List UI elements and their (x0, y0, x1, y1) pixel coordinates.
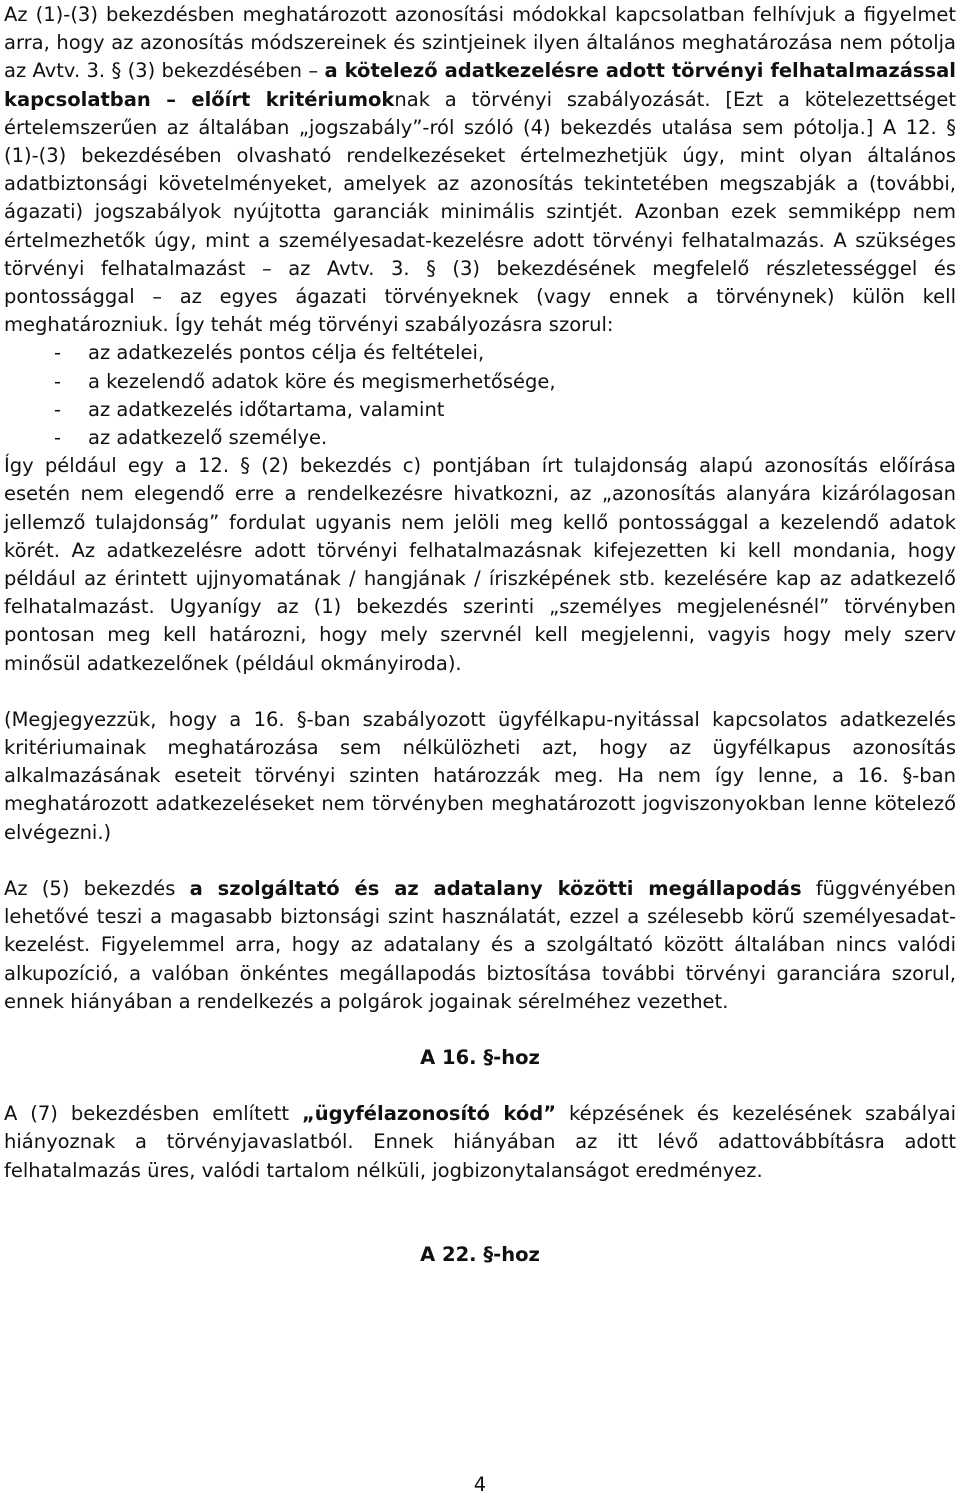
requirements-list (4, 339, 956, 452)
bold-emphasis: „ügyfélazonosító kód” (301, 1102, 557, 1126)
bold-emphasis: a szolgáltató és az adatalany közötti megállapodás (189, 876, 802, 900)
list-item: - a kezelendő adatok köre és megismerhetősége, (54, 369, 556, 393)
list-item: - az adatkezelés időtartama, valamint (54, 397, 445, 421)
section-heading-22: A 22. §-hoz (420, 1242, 540, 1266)
page-number: 4 (473, 1473, 487, 1496)
document-page (4, 0, 956, 1269)
paragraph-note: (Megjegyezzük, hogy a 16. §-ban szabályozott ügyfélkapu-nyitással kapcsolatos adatkezelés kritériumainak meghatározása sem nélkülözheti azt, hogy az ügyfélkapus azonosítás alkalmazásának eseteit törvényi szinten határozzák meg. Ha nem így lenne, a 16. §-ban meghatározott adatkezeléseket nem törvényben meghatározott jogviszonyokban lenne kötelező elvégezni.) (4, 707, 956, 844)
bold-emphasis: a kötelező adatkezelésre adott törvényi felhatalmazással kapcsolatban – előírt kritériumok (4, 59, 956, 111)
list-item: - az adatkezelő személye. (54, 426, 328, 450)
paragraph-agreement: Az (5) bekezdés a szolgáltató és az adatalany közötti megállapodás függvényében lehetővé teszi a magasabb biztonsági szint használatát, ezzel a szélesebb körű személyesadat-kezelést. Figyelemmel arra, hogy az adatalany és a szolgáltató között általában nincs valódi alkupozíció, a valóban önkéntes megállapodás biztosítása további törvényi garanciára szorul, ennek hiányában a rendelkezés a polgárok jogainak sérelméhez vezethet. (4, 876, 956, 1013)
paragraph-example: Így például egy a 12. § (2) bekezdés c) pontjában írt tulajdonság alapú azonosítás előírása esetén nem elegendő erre a rendelkezésre hivatkozni, az „azonosítás alanyára kizárólagosan jellemző tulajdonság” fordulat ugyanis nem jelöli meg kellő pontossággal a kezelendő adatok körét. Az adatkezelésre adott törvényi felhatalmazásnak kifejezetten ki kell mondania, hogy például az érintett ujjnyomatának / hangjának / íriszképének stb. kezelésére kap az adatkezelő felhatalmazást. Ugyanígy az (1) bekezdés szerinti „személyes megjelenésnél” törvényben pontosan meg kell határozni, hogy mely szervnél kell megjelenni, vagyis hogy mely szerv minősül adatkezelőnek (például okmányiroda). (4, 454, 956, 675)
paragraph-identification-methods: Az (1)-(3) bekezdésben meghatározott azonosítási módokkal kapcsolatban felhívjuk a figyelmet arra, hogy az azonosítás módszereinek és szintjeinek ilyen általános meghatározása nem pótolja az Avtv. 3. § (3) bekezdésében – a kötelező adatkezelésre adott törvényi felhatalmazással kapcsolatban – előírt kritériumoknak a törvényi szabályozását. [Ezt a kötelezettséget értelemszerűen az általában „jogszabály”-ról szóló (4) bekezdés utalása sem pótolja.] A 12. § (1)-(3) bekezdésében olvasható rendelkezéseket értelmezhetjük úgy, mint olyan általános adatbiztonsági követelményeket, amelyek az azonosítás tekintetében megszabják a (további, ágazati) jogszabályok nyújtotta garanciák minimális szintjét. Azonban ezek semmiképp nem értelmezhetők úgy, mint a személyesadat-kezelésre adott törvényi felhatalmazás. A szükséges törvényi felhatalmazást – az Avtv. 3. § (3) bekezdésének megfelelő részletességgel és pontossággal – az egyes ágazati törvényeknek (vagy ennek a törvénynek) külön kell meghatározniuk. Így tehát még törvényi szabályozásra szorul: (4, 3, 957, 337)
paragraph-client-id: A (7) bekezdésben említett „ügyfélazonosító kód” képzésének és kezelésének szabályai hiányoznak a törvényjavaslatból. Ennek hiányában az itt lévő adattovábbításra adott felhatalmazás üres, valódi tartalom nélküli, jogbizonytalanságot eredményez. (4, 1102, 956, 1182)
section-heading-16: A 16. §-hoz (420, 1045, 540, 1069)
list-item: - az adatkezelés pontos célja és feltételei, (54, 341, 485, 365)
